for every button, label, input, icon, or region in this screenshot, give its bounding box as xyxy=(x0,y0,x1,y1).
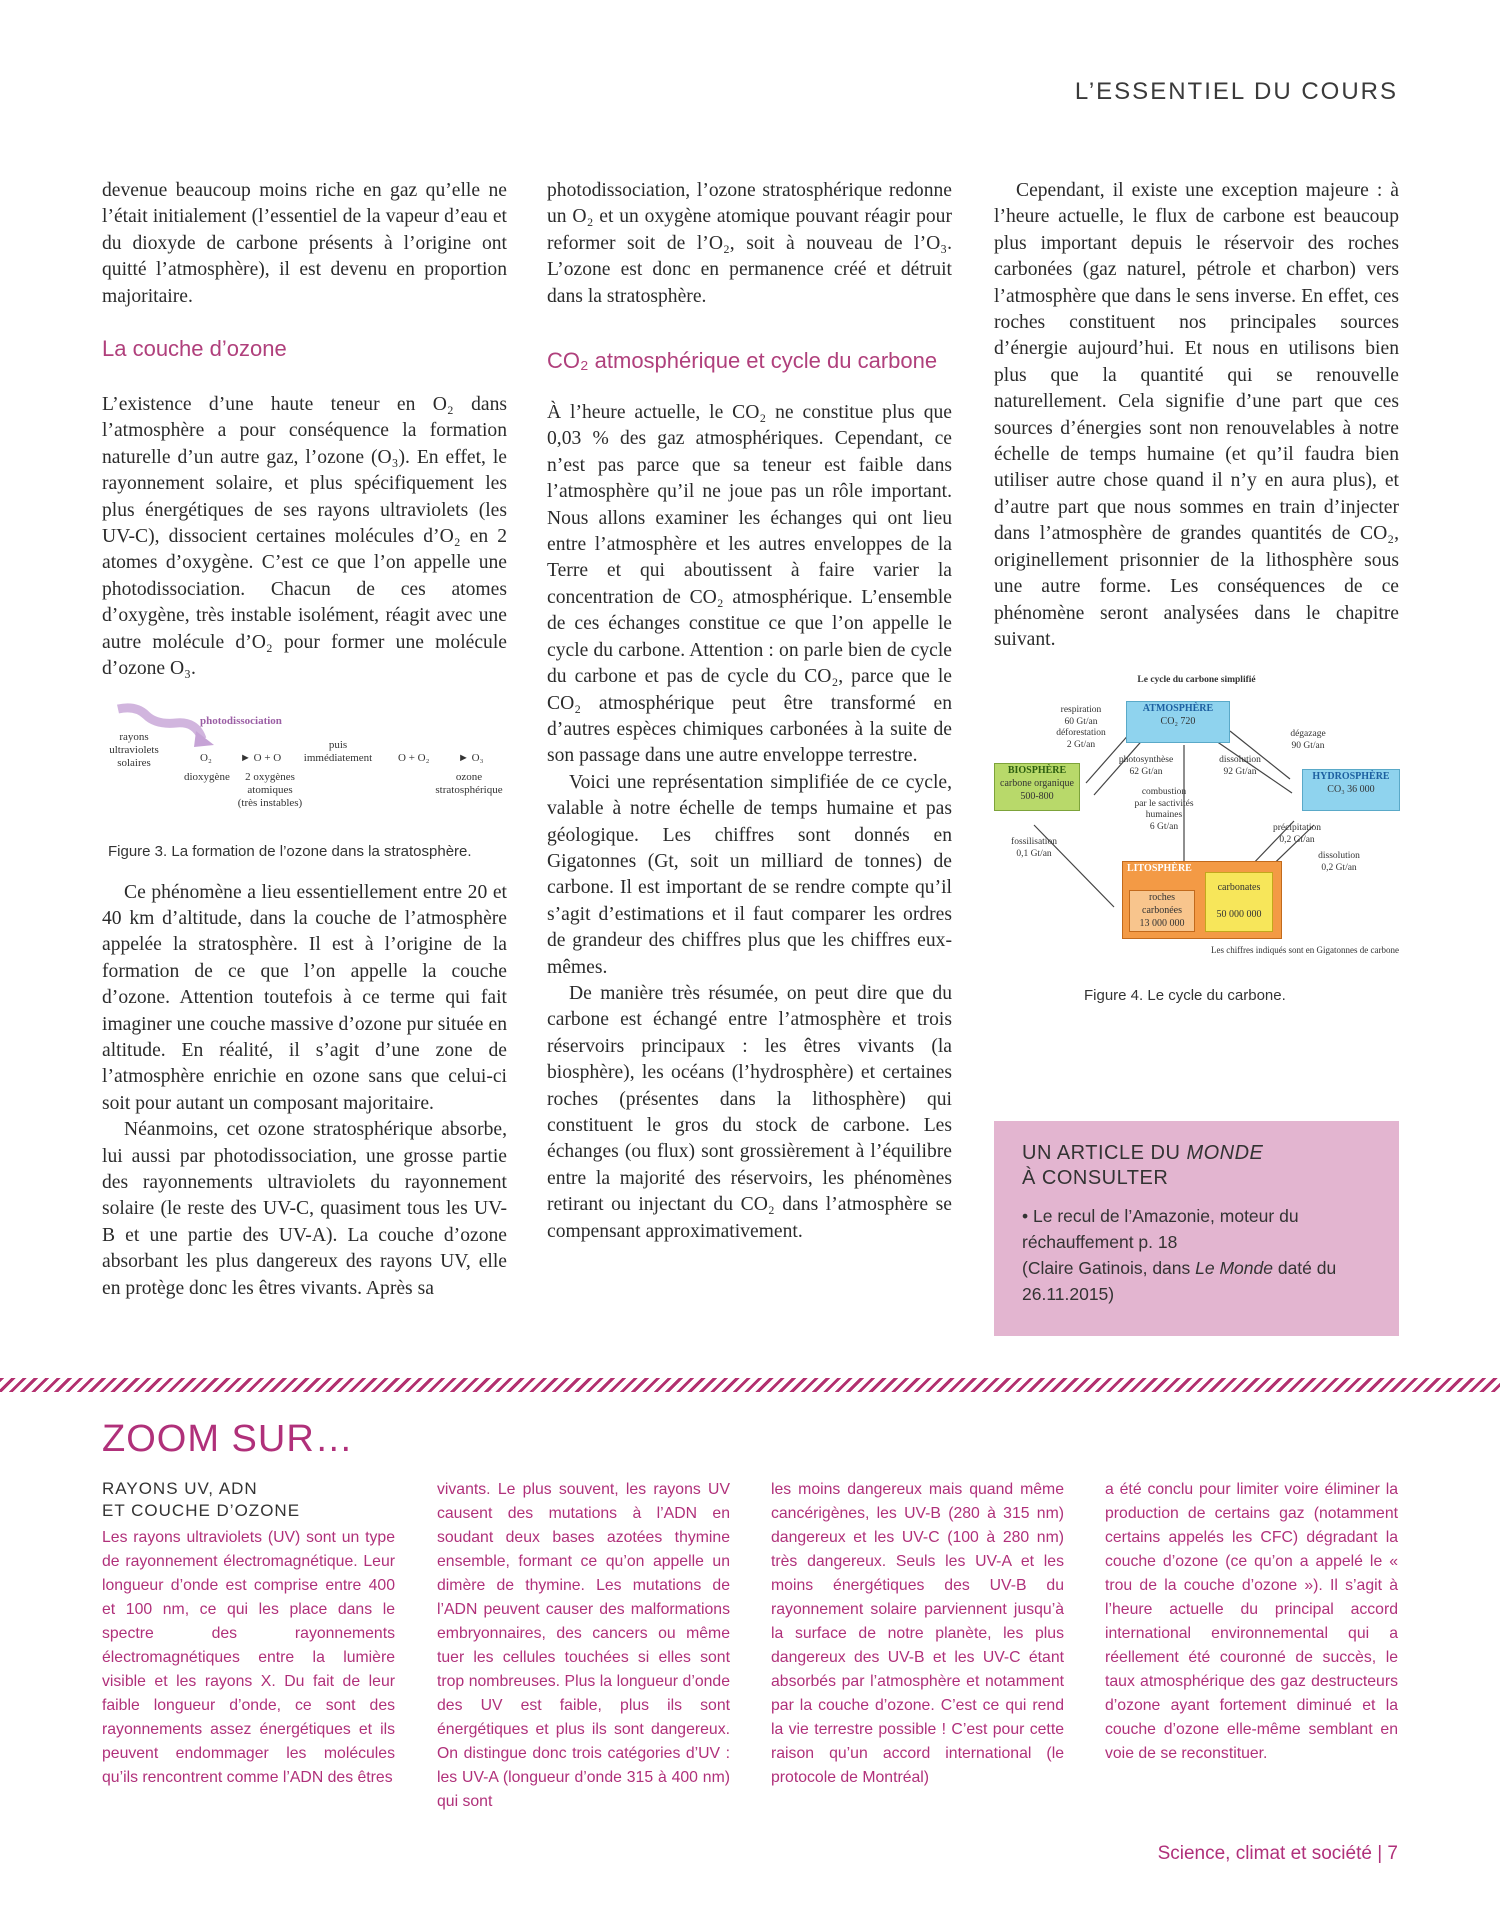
figure-4-caption: Figure 4. Le cycle du carbone. xyxy=(1084,987,1286,1005)
label-o-plus-o2: O + O₂ xyxy=(398,751,430,764)
label-photosynthese: photosynthèse 62 Gt/an xyxy=(1118,755,1174,777)
carbonates-box: carbonates 50 000 000 xyxy=(1205,872,1273,932)
section-divider xyxy=(0,1378,1500,1392)
label-respiration: respiration 60 Gt/an déforestation 2 Gt/an xyxy=(1056,705,1106,750)
zoom-column-2: vivants. Le plus souvent, les rayons UV causent des mutations à l’ADN en soudant deux bases azotées thymine ensemble, formant ce qu’on appelle un dimère de thymine. Les mutations de l’ADN peuvent causer des malformations embryonnaires, des cancers ou même tuer les cellules touchées si elles sont trop nombreuses. Plus la longueur d’onde des UV est faible, plus ils sont énergétiques et plus ils sont dangereux. On distingue donc trois catégories d’UV : les UV-A (longueur d’onde 315 à 400 nm) qui sont xyxy=(437,1481,730,1810)
roches-box: roches carbonées 13 000 000 xyxy=(1129,890,1195,932)
paragraph: Néanmoins, cet ozone stratosphérique absorbe, lui aussi par photodissociation, une grosse partie des rayonnements ultraviolets du rayonnement solaire (le reste des UV-C, quasiment tous les UV-B et une partie des UV-A). La couche d’ozone absorbant les plus dangereux des rayons UV, elle en protège donc les êtres vivants. Après sa xyxy=(102,1119,507,1299)
label-puis: puis immédiatement xyxy=(303,738,373,764)
label-rays: rayons ultraviolets solaires xyxy=(109,730,159,769)
zoom-title: ZOOM SUR… xyxy=(102,1418,354,1460)
paragraph: Cependant, il existe une exception majeure : à l’heure actuelle, le flux de carbone est beaucoup plus important depuis le réservoir des roches carbonées (gaz naturel, pétrole et charbon) vers l’atmosphère que dans le sens inverse. En effet, ces roches constituent nos principales sources d’énergie aujourd’hui. Et nous en utilisons bien plus que la quantité qui se renouvelle naturellement. Cela signifie d’une part que ces sources d’énergies sont non renouvelables à notre échelle de temps humaine (et qu’il faudra bien utiliser autre chose quand il n’y en aura plus), et d’autre part que nous sommes en train d’injecter dans l’atmosphère de grandes quantités de CO₂, originellement prisonnier de la lithosphère sous une autre forme. Les conséquences de ce phénomène seront analysées dans le chapitre suivant. xyxy=(994,180,1399,650)
hydrosphere-box: HYDROSPHÈRE CO₃ 36 000 xyxy=(1302,769,1400,811)
label-precipitation: précipitation 0,2 Gt/an xyxy=(1272,823,1321,845)
figure-ozone-formation xyxy=(102,703,507,843)
label-o-plus-o: ► O + O xyxy=(240,751,282,764)
label-o3: ► O₃ xyxy=(458,751,484,764)
article-body[interactable]: • Le recul de l’Amazonie, moteur du réchauffement p. 18 (Claire Gatinois, dans Le Monde daté du 26.11.2015) xyxy=(1022,1206,1337,1304)
section-heading-co2: CO₂ atmosphérique et cycle du carbone xyxy=(547,348,938,374)
label-ozone: ozone stratosphérique xyxy=(435,770,503,796)
paragraph: L’existence d’une haute teneur en O₂ dans l’atmosphère a pour conséquence la formation naturelle d’un autre gaz, l’ozone (O₃). En effet, le rayonnement solaire, et plus spécifiquement les plus énergétiques de ses rayons ultraviolets (les UV-C), dissocient certaines molécules d’O₂ en 2 atomes d’oxygène. C’est ce que l’on appelle une photodissociation. Chacun de ces atomes d’oxygène, très instable isolément, réagit avec une autre molécule d’O₂ pour former une molécule d’ozone O₃. xyxy=(102,394,507,680)
column-1 xyxy=(102,178,507,1302)
label-o2: O₂ xyxy=(200,751,212,764)
column-3 xyxy=(994,178,1399,1024)
zoom-subtitle: RAYONS UV, ADN ET COUCHE D’OZONE xyxy=(102,1479,301,1520)
article-box xyxy=(994,1121,1399,1336)
lithosphere-box: LITOSPHÈRE roches carbonées 13 000 000 carbonates 50 000 000 xyxy=(1122,861,1282,939)
column-2 xyxy=(547,178,952,1245)
paragraph: photodissociation, l’ozone stratosphérique redonne un O₂ et un oxygène atomique pouvant réagir pour reformer soit de l’O₂, soit à nouveau de l’O₃. L’ozone est donc en permanence créé et détruit dans la stratosphère. xyxy=(547,180,952,307)
diagram-title: Le cycle du carbone simplifié xyxy=(1137,675,1256,686)
figure-carbon-cycle xyxy=(994,675,1399,987)
label-fossilisation: fossilisation 0,1 Gt/an xyxy=(1011,837,1057,859)
paragraph: À l’heure actuelle, le CO₂ ne constitue plus que 0,03 % des gaz atmosphériques. Cependant, ce n’est pas parce que sa teneur est faible dans l’atmosphère qu’il ne joue pas un rôle important. Nous allons examiner les échanges qui ont lieu entre l’atmosphère et les autres enveloppes de la Terre et qui aboutissent à faire varier la concentration de CO₂ atmosphérique. L’ensemble de ces échanges constitue ce que l’on appelle le cycle du carbone. Attention : on parle bien de cycle du carbone et pas de cycle du CO₂, parce que le CO₂ atmosphérique peut être transformé en d’autres espèces chimiques carbonées à la suite de son passage dans une autre enveloppe terrestre. xyxy=(547,402,952,767)
page-footer: Science, climat et société | 7 xyxy=(1157,1843,1398,1864)
label-atoms: 2 oxygènes atomiques (très instables) xyxy=(237,770,303,809)
label-photodissociation: photodissociation xyxy=(200,714,282,727)
section-heading-ozone: La couche d’ozone xyxy=(102,336,287,362)
label-dissolution-2: dissolution 0,2 Gt/an xyxy=(1318,851,1360,873)
zoom-column-4: a été conclu pour limiter voire éliminer la production de certains gaz (notamment certains appelés les CFC) dégradant la couche d’ozone (ce qu’on a appelé le « trou de la couche d’ozone »). Il s’agit à l’heure actuelle du principal accord international environnemental qui a réellement été couronné de succès, le taux atmosphérique des gaz destructeurs d’ozone ayant fortement diminué et la couche d’ozone elle-même semblant en voie de se reconstituer. xyxy=(1105,1481,1398,1762)
article-heading: UN ARTICLE DU MONDE À CONSULTER xyxy=(1022,1142,1264,1189)
paragraph: De manière très résumée, on peut dire que du carbone est échangé entre l’atmosphère et trois réservoirs principaux : les êtres vivants (la biosphère), les océans (l’hydrosphère) et certaines roches (présentes dans la lithosphère) qui constituent le gros du stock de carbone. Les échanges (ou flux) sont grossièrement à l’équilibre entre la majorité des réservoirs, les phénomènes retirant ou injectant du CO₂ dans l’atmosphère se compensant approximativement. xyxy=(547,982,952,1242)
label-dioxygene: dioxygène xyxy=(184,770,230,783)
zoom-column-1: Les rayons ultraviolets (UV) sont un type de rayonnement électromagnétique. Leur longueur d’onde est comprise entre 400 et 100 nm, ce qui les place dans le spectre des rayonnements électromagnétiques entre la lumière visible et les rayons X. Du fait de leur faible longueur d’onde, ce sont des rayonnements assez énergétiques et ils peuvent endommager les molécules qu’ils rencontrent comme l’ADN des êtres xyxy=(102,1529,395,1786)
paragraph: Voici une représentation simplifiée de ce cycle, valable à notre échelle de temps humaine et pas géologique. Les chiffres sont donnés en Gigatonnes (Gt, soit un milliard de tonnes) de carbone. Il est important de se rendre compte qu’il s’agit d’estimations et il faut comparer les ordres de grandeur des chiffres plus que les chiffres eux-mêmes. xyxy=(547,771,952,978)
paragraph: devenue beaucoup moins riche en gaz qu’elle ne l’était initialement (l’essentiel de la vapeur d’eau et du dioxyde de carbone présents à l’origine ont quitté l’atmosphère), il est devenu en proportion majoritaire. xyxy=(102,180,507,307)
zoom-column-3: les moins dangereux mais quand même cancérigènes, les UV-B (280 à 315 nm) dangereux et les UV-C (100 à 280 nm) très dangereux. Seuls les UV-A et les moins énergétiques des UV-B du rayonnement solaire parviennent jusqu’à la surface de notre planète, les plus dangereux des UV-B et les UV-C étant absorbés par l’atmosphère et notamment par la couche d’ozone. C’est ce qui rend la vie terrestre possible ! C’est pour cette raison qu’un accord international (le protocole de Montréal) xyxy=(771,1481,1064,1786)
diagram-note: Les chiffres indiqués sont en Gigatonnes de carbone xyxy=(1210,945,1399,956)
paragraph: Ce phénomène a lieu essentiellement entre 20 et 40 km d’altitude, dans la couche de l’atmosphère appelée la stratosphère. Il est à l’origine de la formation de ce que l’on appelle la couche d’ozone. Attention toutefois à ce terme qui fait imaginer une couche massive d’ozone pur située en altitude. En réalité, il s’agit d’une zone de l’atmosphère enrichie en ozone sans que celui-ci soit pour autant un composant majoritaire. xyxy=(102,881,507,1114)
label-dissolution: dissolution 92 Gt/an xyxy=(1219,755,1261,777)
page-header: L’ESSENTIEL DU COURS xyxy=(1074,78,1398,105)
atmosphere-box: ATMOSPHÈRE CO₂ 720 xyxy=(1126,701,1230,743)
figure-3-caption: Figure 3. La formation de l’ozone dans la stratosphère. xyxy=(108,842,472,860)
biosphere-box: BIOSPHÈRE carbone organique 500-800 xyxy=(994,763,1080,811)
label-combustion: combustion par le sactivités humaines 6 Gt/an xyxy=(1134,787,1194,832)
label-degazage: dégazage 90 Gt/an xyxy=(1290,729,1326,751)
